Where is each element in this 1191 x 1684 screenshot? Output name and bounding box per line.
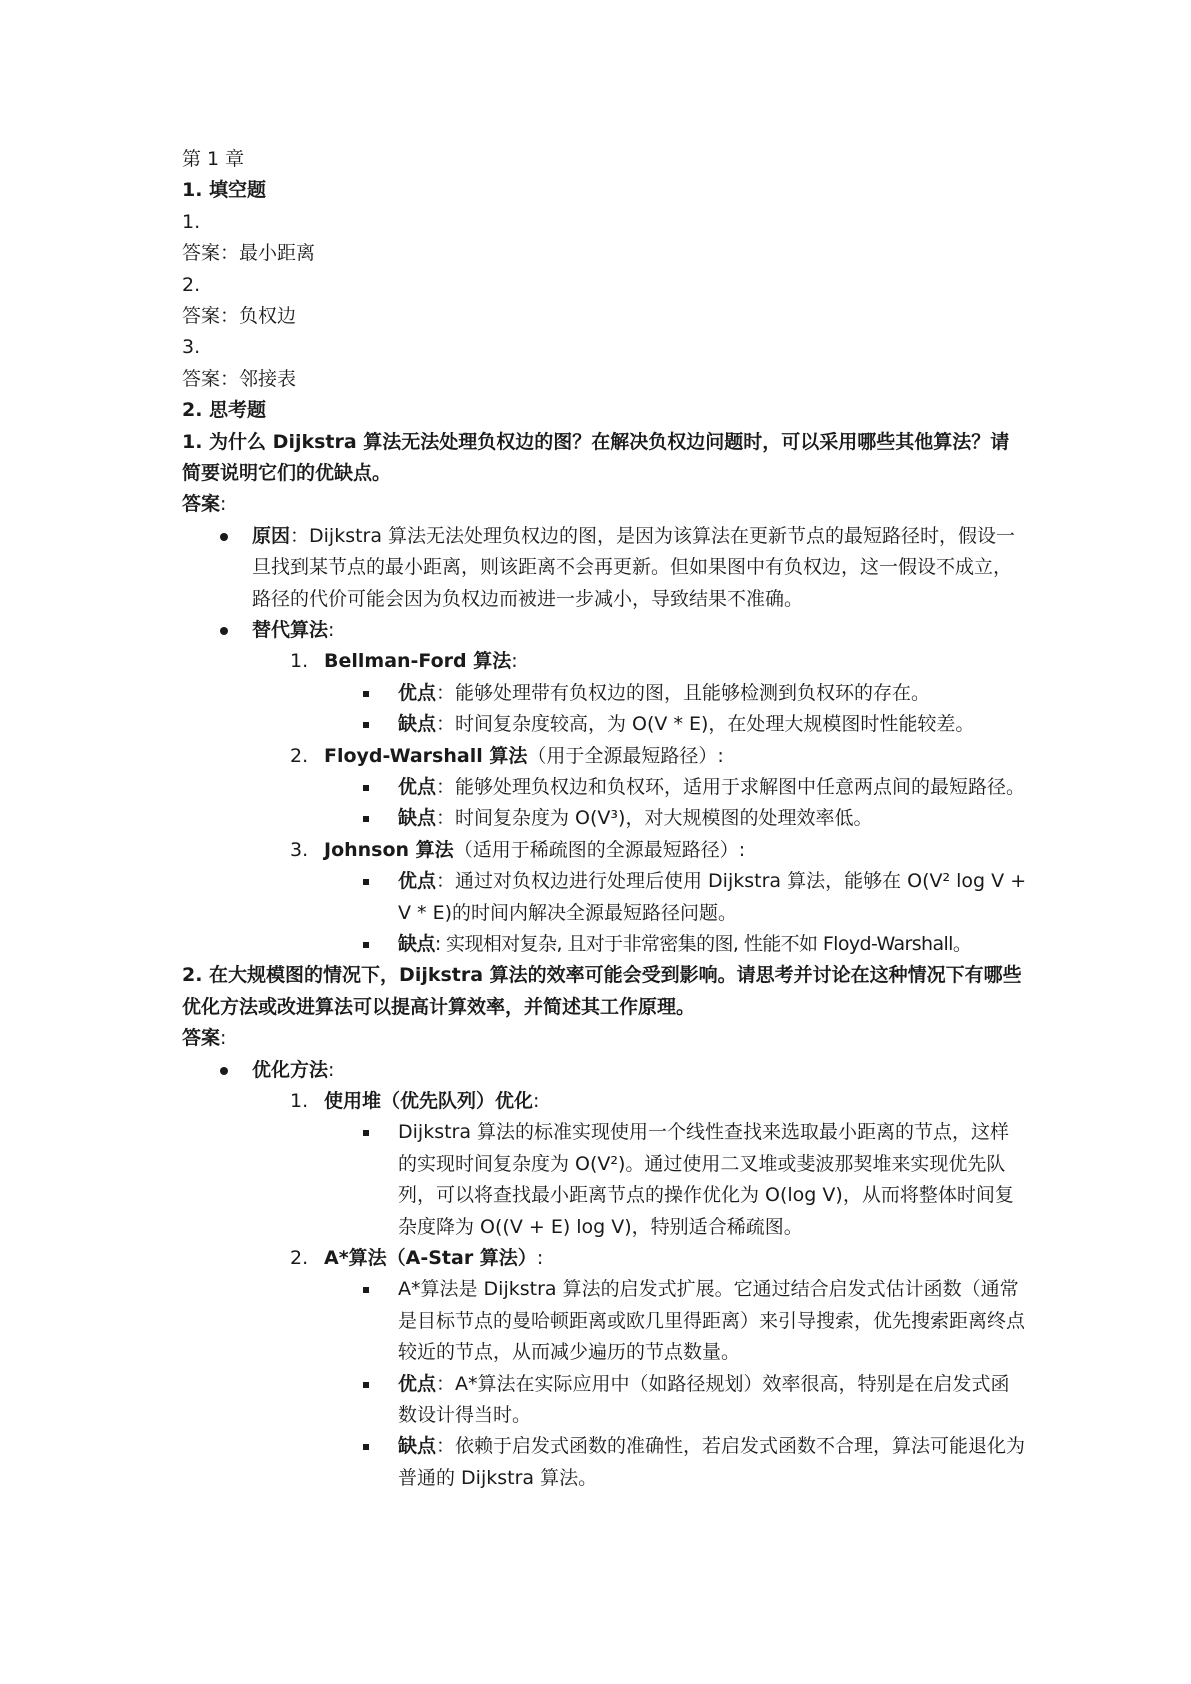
bullet-optimizations [182, 1055, 1027, 1086]
optimizations-label: 优化方法 [252, 1058, 329, 1081]
algo-name: Floyd-Warshall 算法 [324, 744, 528, 767]
con-label: 缺点 [398, 713, 437, 736]
algo-number: 1. [290, 650, 309, 673]
square-bullet-icon [363, 1382, 369, 1388]
pro-label: 优点 [398, 775, 437, 798]
point-text: ：依赖于启发式函数的准确性，若启发式函数不合理，算法可能退化为普通的 Dijkstra 算法。 [398, 1435, 1026, 1489]
square-bullet-icon [363, 1287, 369, 1293]
method-point [182, 1274, 1027, 1368]
point-text: Dijkstra 算法的标准实现使用一个线性查找来选取最小距离的节点，这样的实现时间复杂度为 O(V²)。通过使用二叉堆或斐波那契堆来实现优先队列，可以将查找最小距离节点的操作优化为 O(log V)，从而将整体时间复杂度降为 O((V + E) log V)，特别适合稀疏图。 [398, 1121, 1014, 1238]
square-bullet-icon [363, 691, 369, 697]
algo-note: : [511, 650, 518, 673]
method-name: 使用堆（优先队列）优化 [324, 1089, 534, 1112]
chapter-title: 第 1 章 [182, 148, 245, 170]
alternatives-label: 替代算法 [252, 618, 329, 641]
algo-pro [182, 678, 1027, 709]
colon: : [328, 618, 335, 641]
colon: : [328, 1058, 335, 1081]
algo-item [182, 835, 1027, 866]
square-bullet-icon [363, 1130, 369, 1136]
bullet-dot-icon [220, 627, 228, 635]
square-bullet-icon [363, 942, 369, 948]
algo-con [182, 709, 1027, 740]
method-note: : [536, 1246, 544, 1269]
algo-note: （用于全源最短路径）: [527, 744, 724, 767]
method-item [182, 1086, 1027, 1117]
algo-name: Johnson 算法 [324, 838, 454, 861]
point-text: ：A*算法在实际应用中（如路径规划）效率很高，特别是在启发式函数设计得当时。 [398, 1372, 1010, 1426]
answer-label: 答案 [182, 1027, 221, 1050]
method-number: 1. [290, 1089, 309, 1112]
question-2: 2. 在大规模图的情况下，Dijkstra 算法的效率可能会受到影响。请思考并讨论在这种情况下有哪些优化方法或改进算法可以提高计算效率，并简述其工作原理。 [182, 964, 1022, 1018]
question-1: 1. 为什么 Dijkstra 算法无法处理负权边的图？在解决负权边问题时，可以采用哪些其他算法？请简要说明它们的优缺点。 [182, 430, 1010, 484]
item-number: 1. [182, 210, 201, 233]
algo-con [182, 803, 1027, 834]
method-point [182, 1369, 1027, 1432]
reason-label: 原因 [252, 524, 291, 547]
point-label: 缺点 [398, 1435, 437, 1458]
point-label: 优点 [398, 1372, 437, 1395]
section-heading-thinking: 2. 思考题 [182, 399, 267, 422]
method-point [182, 1431, 1027, 1494]
con-label: 缺点 [398, 932, 435, 955]
con-label: 缺点 [398, 807, 437, 830]
algo-pro [182, 866, 1027, 929]
square-bullet-icon [363, 785, 369, 791]
square-bullet-icon [363, 722, 369, 728]
pro-text: ：通过对负权边进行处理后使用 Dijkstra 算法，能够在 O(V² log V + V * E)的时间内解决全源最短路径问题。 [398, 870, 1027, 924]
square-bullet-icon [363, 816, 369, 822]
square-bullet-icon [363, 879, 369, 885]
con-text: ：时间复杂度较高，为 O(V * E)，在处理大规模图时性能较差。 [436, 713, 975, 736]
method-point [182, 1117, 1027, 1243]
bullet-alternatives [182, 615, 1027, 646]
colon: : [220, 493, 227, 516]
section-heading-fill-blank: 1. 填空题 [182, 179, 267, 202]
bullet-dot-icon [220, 533, 228, 541]
pro-text: ：能够处理带有负权边的图，且能够检测到负权环的存在。 [436, 681, 931, 704]
answer-label: 答案 [182, 493, 221, 516]
answer-text: 答案：最小距离 [182, 242, 316, 265]
square-bullet-icon [363, 1444, 369, 1450]
method-item [182, 1243, 1027, 1274]
colon: : [220, 1027, 227, 1050]
algo-pro [182, 772, 1027, 803]
document-page [182, 144, 1027, 1494]
pro-label: 优点 [398, 681, 437, 704]
answer-text: 答案：邻接表 [182, 367, 297, 390]
con-text: : 实现相对复杂, 且对于非常密集的图, 性能不如 Floyd-Warshall。 [434, 932, 972, 955]
algo-con [182, 929, 1027, 960]
answer-label-row [182, 489, 1027, 520]
point-text: A*算法是 Dijkstra 算法的启发式扩展。它通过结合启发式估计函数（通常是目标节点的曼哈顿距离或欧几里得距离）来引导搜索，优先搜索距离终点较近的节点，从而减少遍历的节点数量。 [398, 1278, 1026, 1364]
bullet-dot-icon [220, 1067, 228, 1075]
answer-text: 答案：负权边 [182, 304, 297, 327]
method-number: 2. [290, 1246, 309, 1269]
item-number: 3. [182, 336, 201, 359]
algo-item [182, 646, 1027, 677]
pro-text: ：能够处理负权边和负权环，适用于求解图中任意两点间的最短路径。 [436, 775, 1026, 798]
algo-number: 2. [290, 744, 309, 767]
method-name: A*算法（A-Star 算法） [324, 1246, 537, 1269]
algo-note: （适用于稀疏图的全源最短路径）: [453, 838, 746, 861]
item-number: 2. [182, 273, 201, 296]
algo-name: Bellman-Ford 算法 [324, 650, 512, 673]
method-note: : [533, 1089, 540, 1112]
algo-item [182, 741, 1027, 772]
algo-number: 3. [290, 838, 309, 861]
bullet-reason [182, 521, 1027, 615]
reason-text: ：Dijkstra 算法无法处理负权边的图，是因为该算法在更新节点的最短路径时，假设一旦找到某节点的最小距离，则该距离不会再更新。但如果图中有负权边，这一假设不成立，路径的代价可能会因为负权边而被进一步减小，导致结果不准确。 [252, 524, 1016, 610]
pro-label: 优点 [398, 870, 437, 893]
answer-label-row [182, 1023, 1027, 1054]
con-text: ：时间复杂度为 O(V³)，对大规模图的处理效率低。 [436, 807, 873, 830]
